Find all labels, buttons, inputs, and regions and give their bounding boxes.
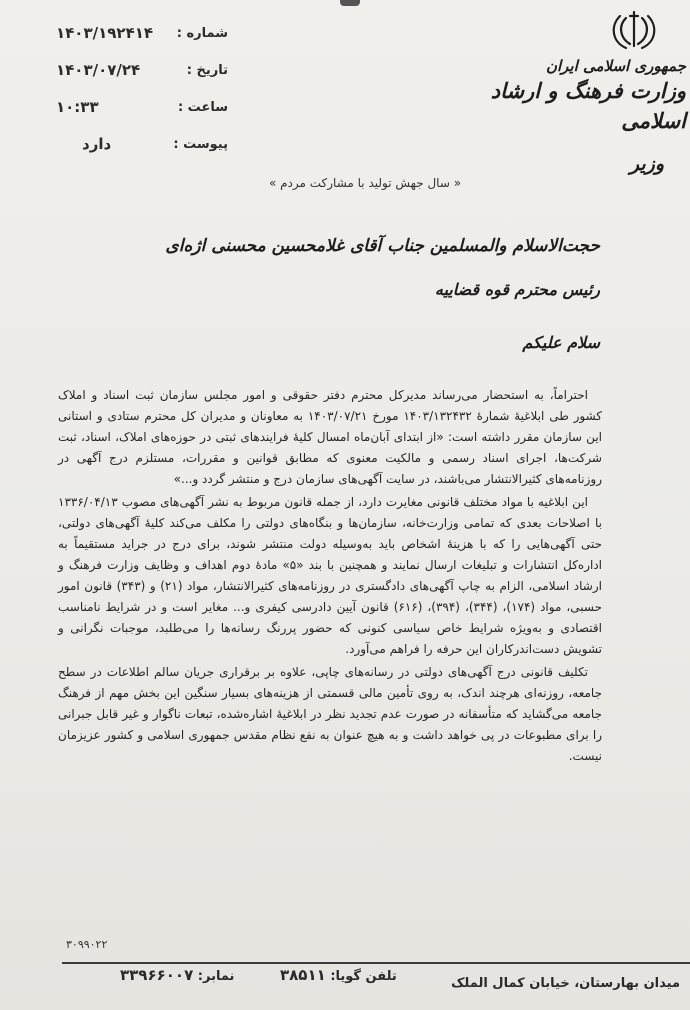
ministry-line-country: جمهوری اسلامی ایران <box>545 57 686 75</box>
iran-emblem-icon <box>606 8 662 54</box>
phone-label: تلفن گویا: <box>330 969 397 984</box>
phone-value: ۳۸۵۱۱ <box>280 966 326 984</box>
attachment-label: پیوست : <box>173 137 228 152</box>
letter-footer <box>80 966 680 1002</box>
meta-attachment-row <box>56 133 232 170</box>
body-paragraph: این ابلاغیه با مواد مختلف قانونی مغایرت دارد، از جمله قانون مربوط به نشر آگهی‌های مصوب ۱۳۳۶/۰۴/۱۳ با اصلاحات بعدی که تمامی وزارت‌خانه، سازمان‌ها و بنگاه‌های دولتی را مکلف می‌کند کلیهٔ آگهی‌های دولتی، حتی آگهی‌هایی را که با هزینهٔ اشخاص باید به‌وسیله دولت منتشر شوند، برای درج در جراید مستقیماً به اداره‌کل انتشارات و تبلیغات ارسال نمایند و همچنین با بند «۵» مادهٔ دوم اهداف و وظایف وزارت فرهنگ و ارشاد اسلامی، الزام به چاپ آگهی‌های دادگستری در روزنامه‌های کثیرالانتشار، مواد (۲۱) و (۳۴۳) قانون امور حسبی، مواد (۱۷۴)، (۳۴۴)، (۳۹۴)، (۶۱۶) قانون آیین دادرسی کیفری و... مغایر است و در شرایط نامناسب اقتصادی و به‌ویژه شرایط خاص سیاسی کنونی که حضور پررنگ رسانه‌ها را می‌طلبد، موجبات نگرانی و تشویش دست‌اندرکاران این حرفه را فراهم می‌آورد. <box>58 495 603 656</box>
ministry-line-name: وزارت فرهنگ و ارشاد اسلامی <box>490 78 686 133</box>
footer-fax <box>120 966 234 984</box>
addressee-title: رئیس محترم قوه قضاییه <box>434 280 600 299</box>
number-value: ۱۴۰۳/۱۹۲۴۱۴ <box>56 24 154 42</box>
letter-body <box>58 385 602 769</box>
time-value: ۱۰:۳۳ <box>56 98 99 116</box>
ministry-heading <box>446 56 686 178</box>
footer-divider <box>62 962 690 964</box>
time-label: ساعت : <box>177 100 228 115</box>
body-paragraph: تکلیف قانونی درج آگهی‌های دولتی در رسانه‌های چاپی، علاوه بر برقراری جریان سالم اطلاعات در سطح جامعه، روزنه‌ای هرچند اندک، به روی تأمین مالی قسمتی از هزینه‌های بسیار سنگین این بخش مهم از فرهنگ جامعه می‌گشاید که متأسفانه در صورت عدم تجدید نظر در ابلاغیهٔ اشاره‌شده، تبعات ناگوار و غیر قابل جبرانی را برای مطبوعات در پی خواهد داشت و به هیچ عنوان به نفع نظام مقدس جمهوری اسلامی و کشور عزیزمان نیست. <box>58 665 602 763</box>
ministry-line-title: وزیر <box>629 153 664 175</box>
attachment-value: دارد <box>82 135 112 153</box>
date-label: تاریخ : <box>186 63 228 78</box>
number-label: شماره : <box>176 26 228 41</box>
meta-time-row <box>56 96 232 133</box>
fax-label: نمابر: <box>197 969 235 984</box>
addressee-line: حجت‌الاسلام والمسلمین جناب آقای غلامحسین محسنی اژه‌ای <box>165 236 600 256</box>
body-paragraph: احتراماً، به استحضار می‌رساند مدیرکل محترم دفتر حقوقی و امور مجلس سازمان ثبت اسناد و املاک کشور طی ابلاغیهٔ شمارهٔ ۱۴۰۳/۱۳۲۴۳۲ مورخ ۱۴۰۳/۰۷/۲۱ به معاونان و مدیران کل محترم ستادی و استانی این سازمان مقرر داشته است: «از ابتدای آبان‌ماه امسال کلیهٔ فرایندهای ثبتی در حوزه‌های املاک، اسناد، ثبت شرکت‌ها، اجرای اسناد رسمی و مالکیت معنوی که مطابق قوانین و مقررات، مستلزم درج آگهی در روزنامه‌های کثیرالانتشار می‌باشند، در سایت آگهی‌های سازمان درج و منتشر گردد و...» <box>58 388 602 486</box>
meta-number-row <box>56 22 232 59</box>
salutation <box>130 226 600 372</box>
greeting: سلام علیکم <box>522 333 600 352</box>
footer-address: میدان بهارستان، خیابان کمال الملک <box>451 976 680 991</box>
letter-meta <box>56 22 232 170</box>
date-value: ۱۴۰۳/۰۷/۲۴ <box>56 61 141 79</box>
reference-number: ۳۰۹۹۰۲۲ <box>66 938 108 951</box>
meta-date-row <box>56 59 232 96</box>
page-mark <box>340 0 360 6</box>
footer-phone <box>280 966 397 984</box>
year-slogan: « سال جهش تولید با مشارکت مردم » <box>268 176 462 190</box>
fax-value: ۳۳۹۶۶۰۰۷ <box>120 966 194 984</box>
